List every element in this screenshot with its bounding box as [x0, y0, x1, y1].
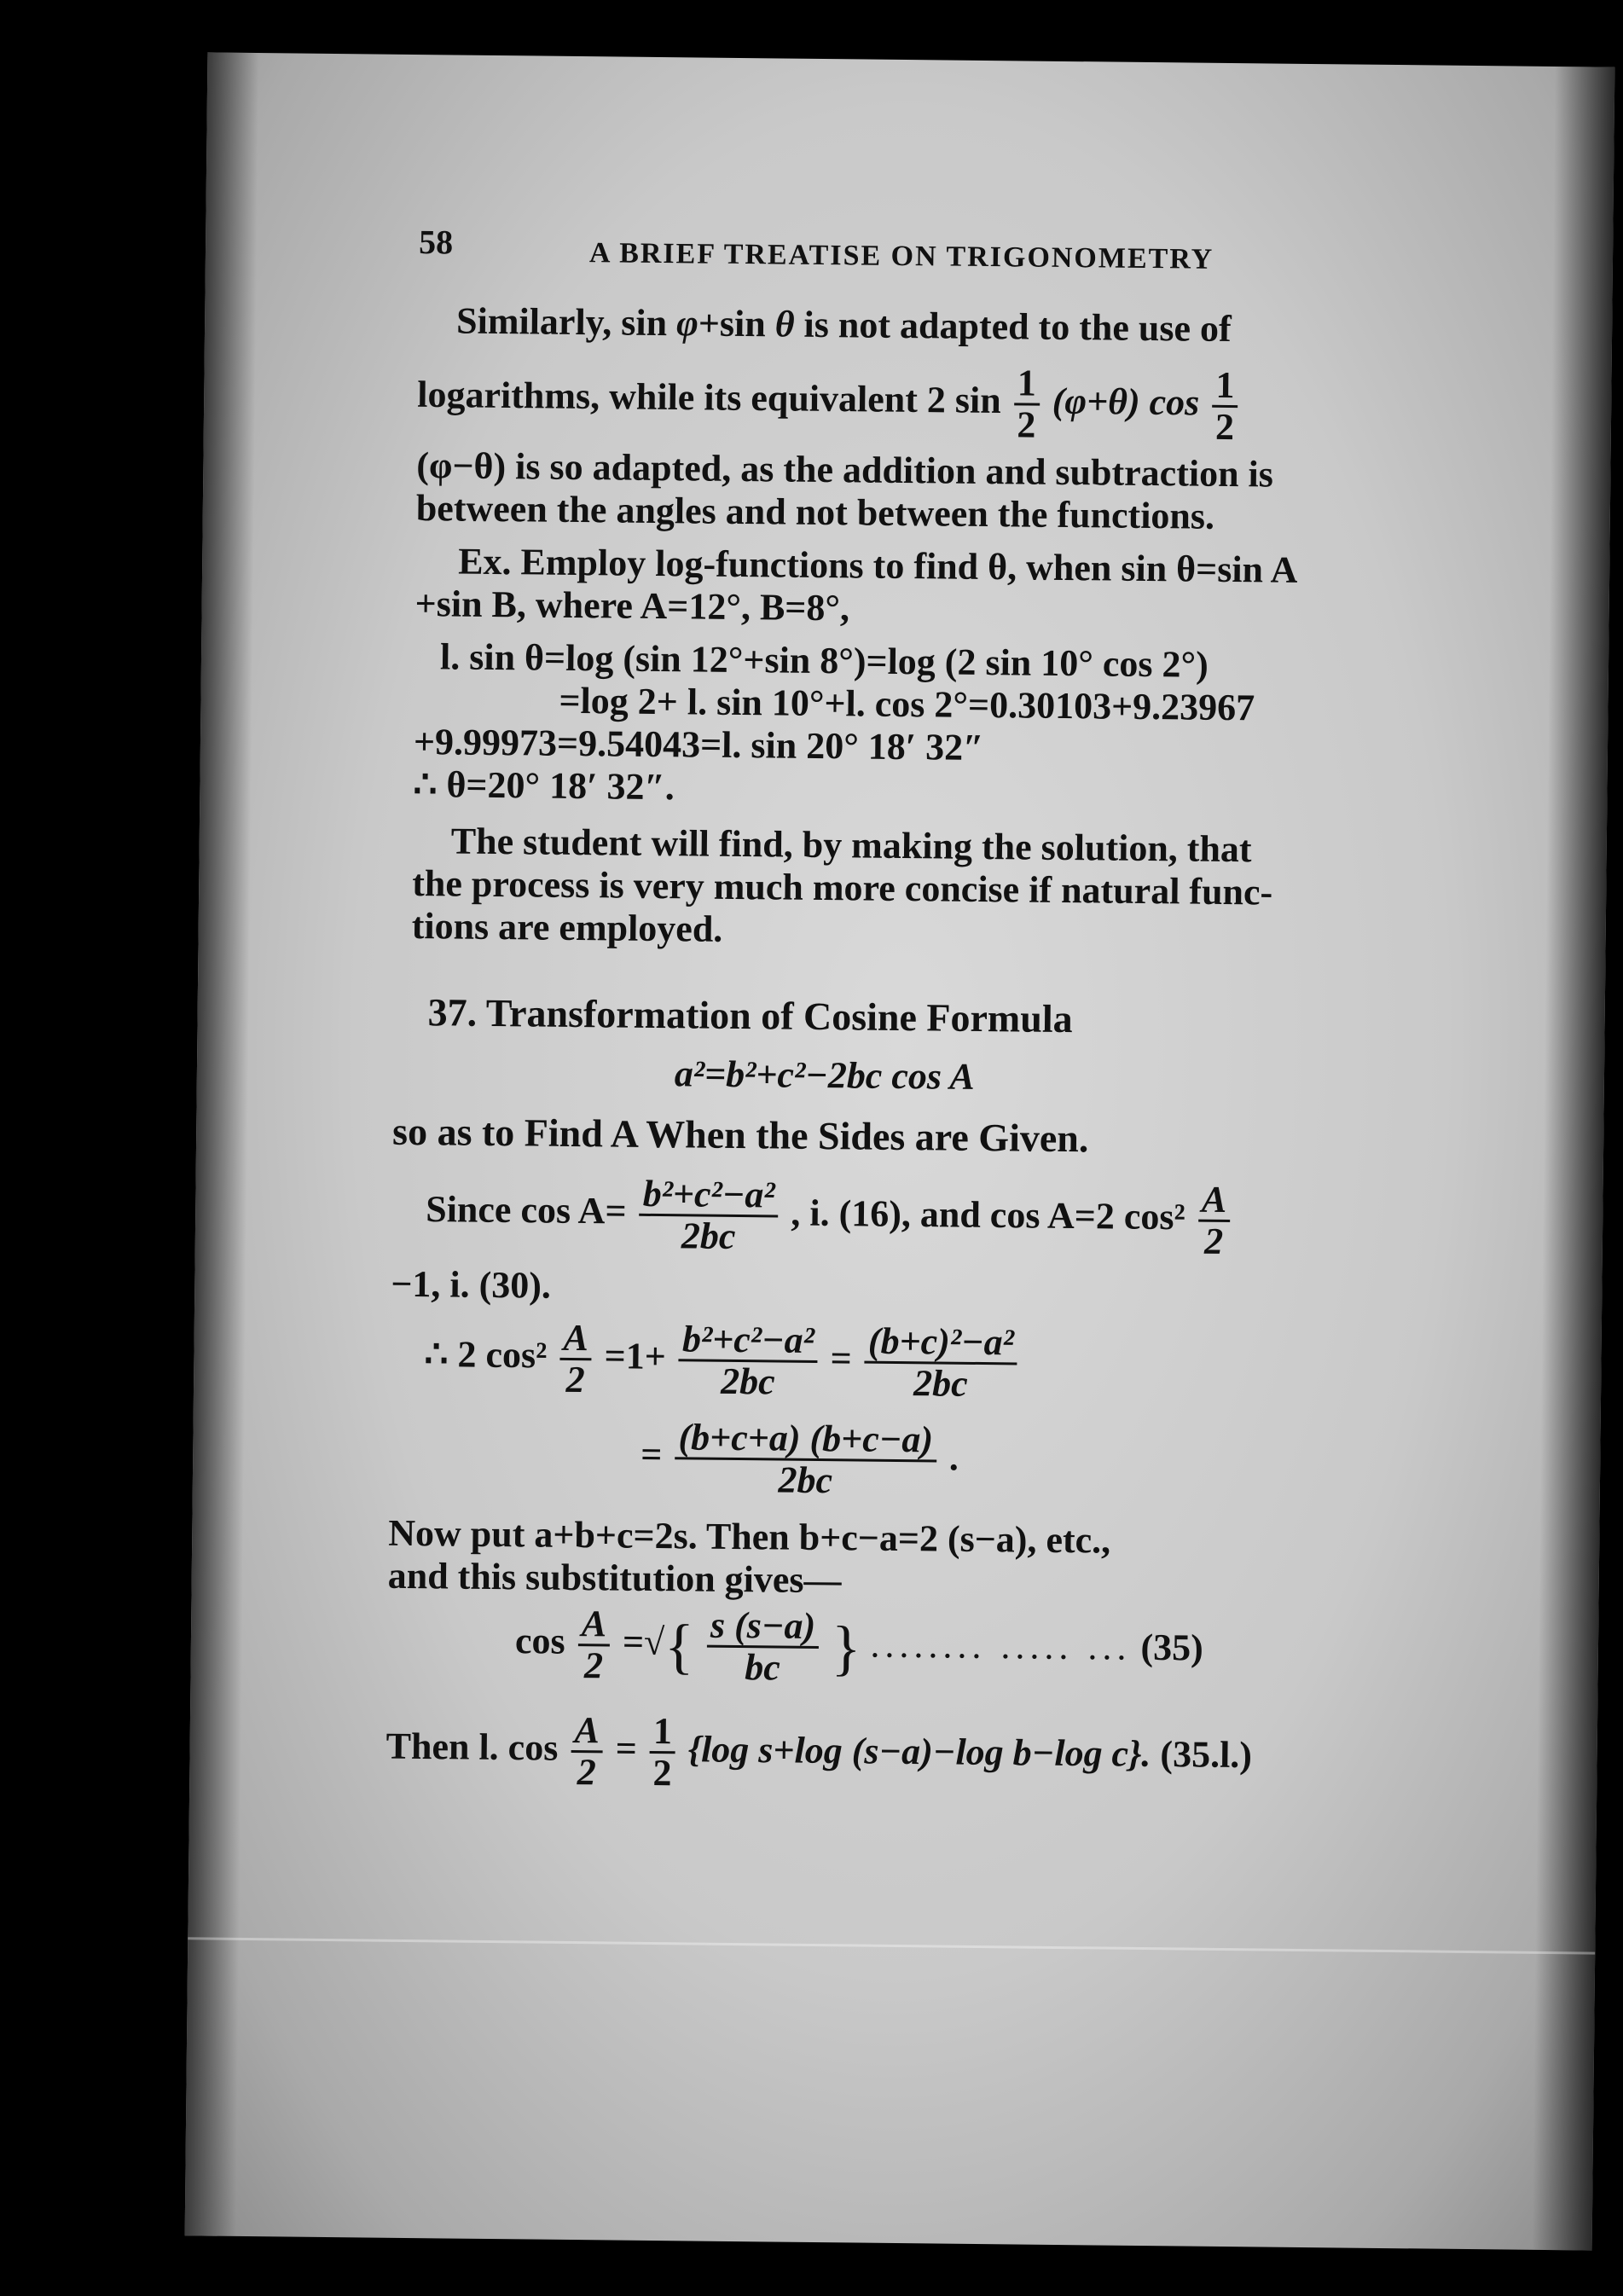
- fraction-denominator: 2bc: [681, 1215, 736, 1258]
- left-brace: {: [664, 1611, 695, 1681]
- since-line: [426, 1172, 1234, 1261]
- leader-dots: ........ ..... ...: [870, 1623, 1132, 1668]
- text-run: .: [948, 1436, 959, 1479]
- fraction: [678, 1319, 818, 1402]
- now-put-line1: Now put a+b+c=2s. Then b+c−a=2 (s−a), etc.,: [388, 1511, 1111, 1562]
- text-run: =1+: [604, 1335, 667, 1377]
- equation-35l: [385, 1709, 1252, 1800]
- example-line5: +9.99973=9.54043=l. sin 20° 18′ 32″: [413, 721, 984, 769]
- text-run: , i. (16), and cos A=2 cos²: [791, 1191, 1186, 1238]
- running-header: A BRIEF TREATISE ON TRIGONOMETRY: [588, 237, 1214, 275]
- fraction: [649, 1712, 675, 1794]
- text-run: =: [830, 1336, 852, 1380]
- minus-one-line: −1, i. (30).: [391, 1262, 552, 1307]
- fraction-numerator: A: [571, 1711, 603, 1754]
- text-run: =√: [622, 1621, 665, 1663]
- fraction-denominator: 2: [1203, 1220, 1224, 1263]
- example-line2: +sin B, where A=12°, B=8°,: [414, 583, 850, 629]
- fraction-numerator: (b+c)²−a²: [865, 1322, 1017, 1365]
- section-heading: 37. Transformation of Cosine Formula: [427, 990, 1073, 1041]
- fraction-denominator: 2bc: [913, 1362, 968, 1406]
- equation-35: [514, 1603, 1203, 1692]
- text-run: is not adapted to the use of: [794, 303, 1232, 351]
- fraction: [864, 1319, 1017, 1406]
- fraction-numerator: 1: [1212, 366, 1238, 408]
- example-line1: Ex. Employ log-functions to find θ, when sin θ=sin A: [457, 540, 1298, 591]
- text-run: θ: [774, 303, 795, 345]
- fraction-denominator: 2: [652, 1752, 672, 1794]
- page-number: 58: [418, 223, 454, 262]
- second-equality-line: [641, 1418, 959, 1502]
- fraction-denominator: bc: [745, 1646, 781, 1689]
- text-run: Since cos A=: [426, 1187, 627, 1232]
- fraction: [675, 1418, 937, 1502]
- fraction-denominator: 2: [583, 1644, 604, 1687]
- fraction-numerator: A: [578, 1604, 611, 1647]
- fraction: [1212, 363, 1238, 449]
- right-brace: }: [831, 1613, 861, 1683]
- text-run: =: [641, 1433, 663, 1476]
- para1-line3: (φ−θ) is so adapted, as the addition and subtraction is: [416, 444, 1274, 496]
- fraction-denominator: 2: [1017, 403, 1036, 446]
- therefore-line: [424, 1317, 1021, 1405]
- example-line3: l. sin θ=log (sin 12°+sin 8°)=log (2 sin 10° cos 2°): [439, 635, 1209, 686]
- cosine-formula: a²=b²+c²−2bc cos A: [674, 1052, 975, 1098]
- para2-line3: tions are employed.: [411, 904, 723, 950]
- fraction-numerator: b²+c²−a²: [679, 1319, 818, 1363]
- text-run: +sin: [698, 302, 776, 345]
- fraction-numerator: A: [1198, 1180, 1231, 1223]
- fraction: [577, 1604, 610, 1686]
- text-run: Similarly, sin: [455, 299, 677, 345]
- fraction: [706, 1603, 819, 1689]
- fraction: [639, 1174, 779, 1257]
- fraction: [571, 1711, 603, 1793]
- text-run: =: [615, 1727, 638, 1770]
- text-run: φ: [675, 302, 699, 345]
- text-run: (φ+θ) cos: [1052, 380, 1209, 424]
- fraction-numerator: 1: [650, 1712, 676, 1754]
- para2-line1: The student will find, by making the solution, that: [450, 820, 1252, 871]
- section-subheading: so as to Find A When the Sides are Given.: [391, 1109, 1089, 1161]
- fraction-denominator: 2: [577, 1751, 596, 1794]
- now-put-line2: and this substitution gives—: [387, 1554, 842, 1602]
- para1-line1: [455, 299, 1232, 351]
- text-run: {log s+log (s−a)−log b−log c}.: [687, 1728, 1151, 1775]
- fraction-numerator: s (s−a): [707, 1606, 820, 1650]
- example-line4: =log 2+ l. sin 10°+l. cos 2°=0.30103+9.23967: [559, 679, 1255, 729]
- fraction-denominator: 2: [565, 1359, 585, 1401]
- para2-line2: the process is very much more concise if natural func-: [412, 861, 1273, 913]
- fraction-numerator: A: [559, 1319, 592, 1361]
- text-run: cos: [514, 1620, 575, 1662]
- fraction: [559, 1316, 592, 1401]
- equation-label: (35): [1140, 1626, 1204, 1669]
- text-run: logarithms, while its equivalent 2 sin: [417, 373, 1011, 422]
- text-run: Then l. cos: [385, 1725, 568, 1769]
- fraction-denominator: 2bc: [778, 1458, 833, 1502]
- fraction: [1197, 1180, 1230, 1262]
- book-page: [185, 52, 1615, 2250]
- fraction: [1013, 363, 1040, 445]
- example-line6: ∴ θ=20° 18′ 32″.: [413, 763, 675, 809]
- fraction-numerator: b²+c²−a²: [639, 1174, 778, 1218]
- text-run: ∴ 2 cos²: [424, 1332, 548, 1377]
- page-text: [185, 52, 1615, 2250]
- fraction-numerator: (b+c+a) (b+c−a): [675, 1418, 936, 1462]
- fraction-denominator: 2: [1214, 406, 1235, 449]
- para1-line2: [417, 357, 1242, 447]
- equation-label: (35.l.): [1160, 1733, 1253, 1777]
- fraction-denominator: 2bc: [720, 1360, 775, 1403]
- fraction-numerator: 1: [1014, 363, 1040, 405]
- para1-line4: between the angles and not between the functions.: [415, 487, 1215, 537]
